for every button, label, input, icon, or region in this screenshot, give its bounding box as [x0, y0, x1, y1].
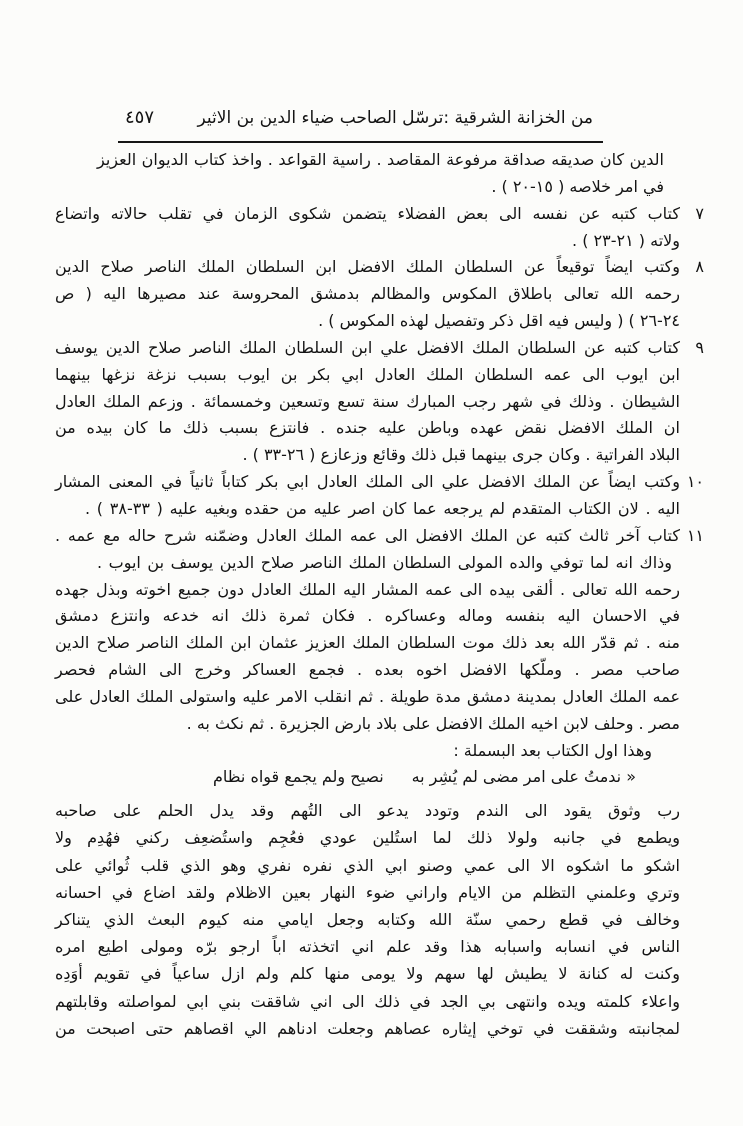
text-line: اليه . لان الكتاب المتقدم لم يرجعه عما كان اصر عليه من حقده وبغيه عليه ( ٣٣-٣٨ ) . — [85, 498, 681, 518]
entry-8 — [55, 254, 704, 335]
text-line: ولاته ( ٢١-٢٣ ) . — [572, 230, 680, 250]
text-line — [55, 201, 704, 228]
text-line: عمه الملك العادل بمدينة دمشق مدة طويلة . ثم انقلب الامر عليه واستولى الملك العادل على — [55, 686, 680, 706]
text-line-content: وكتب ايضاً عن الملك الافضل علي الى الملك العادل ابي بكر كتاباً ثانياً في المعنى المشار — [55, 472, 680, 492]
text-line: وذاك انه لما توفي والده المولى السلطان الملك الناصر صلاح الدين يوسف بن ايوب . — [97, 552, 672, 572]
text-line: وتري وعلمني التظلم من الايام واراني ضوء النهار بعين الاظلام ولقد اضاع في احسانه — [55, 882, 680, 902]
text-line: البلاد الفراتية . وكان جرى بينهما قبل ذلك وقائع وزعازع ( ٢٦-٣٣ ) . — [242, 445, 680, 465]
entry-11 — [55, 523, 704, 738]
running-header — [125, 103, 593, 133]
running-header-title: من الخزانة الشرقية :ترسّل الصاحب ضياء الدين بن الاثير — [197, 108, 593, 128]
text-line: لمجانبته وشققت في توخي إيثاره عصاهم وجعلت ادناهم الي اقصاهم حتى اصبحت من — [55, 1018, 680, 1038]
entry-number: ١١ — [686, 525, 704, 545]
text-line: في امر خلاصه ( ١٥-٢٠ ) . — [491, 176, 664, 196]
poem-verse — [55, 764, 680, 791]
letter-excerpt — [55, 738, 680, 1043]
text-line: الشيطان . وذلك في شهر رجب المبارك سنة تسع وتسعين وخمسمائة . وزعم الملك العادل — [55, 391, 680, 411]
text-line — [55, 469, 704, 496]
text-line-content: كتاب آخر ثالث كتبه عن الملك الافضل الى عمه الملك العادل وضمّنه شرح حاله مع عمه . — [55, 525, 680, 545]
letter-prose — [55, 797, 680, 1042]
entry-number: ١٠ — [686, 472, 704, 492]
text-line: صاحب مصر . وملّكها الافضل اخوه بعده . فجمع العساكر وخرج الى الشام فحصر — [55, 660, 680, 680]
text-line: منه . ثم قدّر الله بعد ذلك موت السلطان الملك العزيز عثمان ابن الملك الناصر صلاح الدين — [55, 633, 680, 653]
text-line: ٢٤-٢٦ ) ( وليس فيه اقل ذكر وتفصيل لهذه المكوس ) . — [318, 311, 680, 331]
text-line: ابن ايوب الى عمه السلطان الملك العادل ابي بكر بن ايوب بسبب نزغة نزغها بينهما — [55, 364, 680, 384]
header-rule — [118, 141, 603, 143]
letter-intro: وهذا اول الكتاب بعد البسملة : — [453, 740, 652, 760]
text-line: ان الملك الافضل نقض عهده وباطن عليه جنده . فانتزع بسبب ذلك ما كان بيده من — [55, 418, 680, 438]
text-line — [55, 523, 704, 550]
page-number: ٤٥٧ — [125, 107, 155, 128]
text-line — [55, 335, 704, 362]
text-line: واعلاء كلمته ويده وانتهى بي الجد في ذلك الى اني شاققت بني ابي لمواصلته وقابلتهم — [55, 991, 680, 1011]
text-line: وخالف في قطع رحمي سنّة الله وكتابه وجعل ايامي منه كيوم البعث الذي يتناكر — [55, 910, 680, 930]
text-line: رحمه الله تعالى . ألقى بيده الى عمه المشار اليه الملك العادل دون جميع اخوته وبذل جهده — [55, 579, 680, 599]
text-line: اشكو ما اشكوه الا الى عمي وصنو ابي الذي نفره نفري وهو الذي قلب ثُوائي على — [55, 855, 680, 875]
entry-10 — [55, 469, 704, 523]
text-line-content: كتاب كتبه عن السلطان الملك الافضل علي ابن السلطان الملك الناصر صلاح الدين يوسف — [55, 337, 680, 357]
entry-number: ٩ — [695, 337, 704, 357]
verse-first-hemistich: « ندمتُ على امر مضى لم يُشِر به — [411, 767, 636, 787]
entry-number: ٨ — [695, 257, 704, 277]
entry-number: ٧ — [695, 203, 704, 223]
text-line: الدين كان صديقه صداقة مرفوعة المقاصد . راسية القواعد . واخذ كتاب الديوان العزيز — [97, 150, 664, 169]
entry-7 — [55, 201, 704, 255]
text-line: مصر . وحلف لابن اخيه الملك الافضل على بلاد بارض الجزيرة . ثم نكث به . — [186, 713, 680, 733]
text-line: رب وثوق يقود الى الندم وتودد يدعو الى التُهم وقد يدل الحلم على صاحبه — [55, 801, 680, 821]
text-line: ويطمع في جانبه ولولا ذلك لما استُلين عودي فعُجِم واستُضعِف ركني فهُدِم ولا — [55, 828, 680, 848]
text-line — [55, 254, 704, 281]
text-line: وكنت له كنانة لا يطيش لها سهم ولا يومى منها كلم ولم ازل ساعياً في تقويم أوَدِه — [55, 964, 680, 984]
text-line: الناس في انسابه واسبابه هذا وقد علم اني اتخذته اباً ارجو برّه ومولى اطيع امره — [55, 937, 680, 957]
text-line-content: كتاب كتبه عن نفسه الى بعض الفضلاء يتضمن شكوى الزمان في تقلب حالاته واتضاع — [55, 203, 680, 223]
page-body — [55, 147, 704, 1042]
entry-continuation — [55, 147, 680, 201]
text-line: رحمه الله تعالى باطلاق المكوس والمظالم بدمشق المحروسة عند مصيرها اليه ( ص — [55, 284, 680, 304]
entry-9 — [55, 335, 704, 469]
verse-second-hemistich: نصيح ولم يجمع قواه نظام — [213, 767, 384, 787]
text-line-content: وكتب ايضاً توقيعاً عن السلطان الملك الافضل ابن السلطان الملك الناصر صلاح الدين — [55, 257, 680, 277]
text-line: في الاحسان اليه بنفسه وماله وعساكره . فكان ثمرة ذلك انه خدعه وانتزع دمشق — [55, 606, 680, 626]
